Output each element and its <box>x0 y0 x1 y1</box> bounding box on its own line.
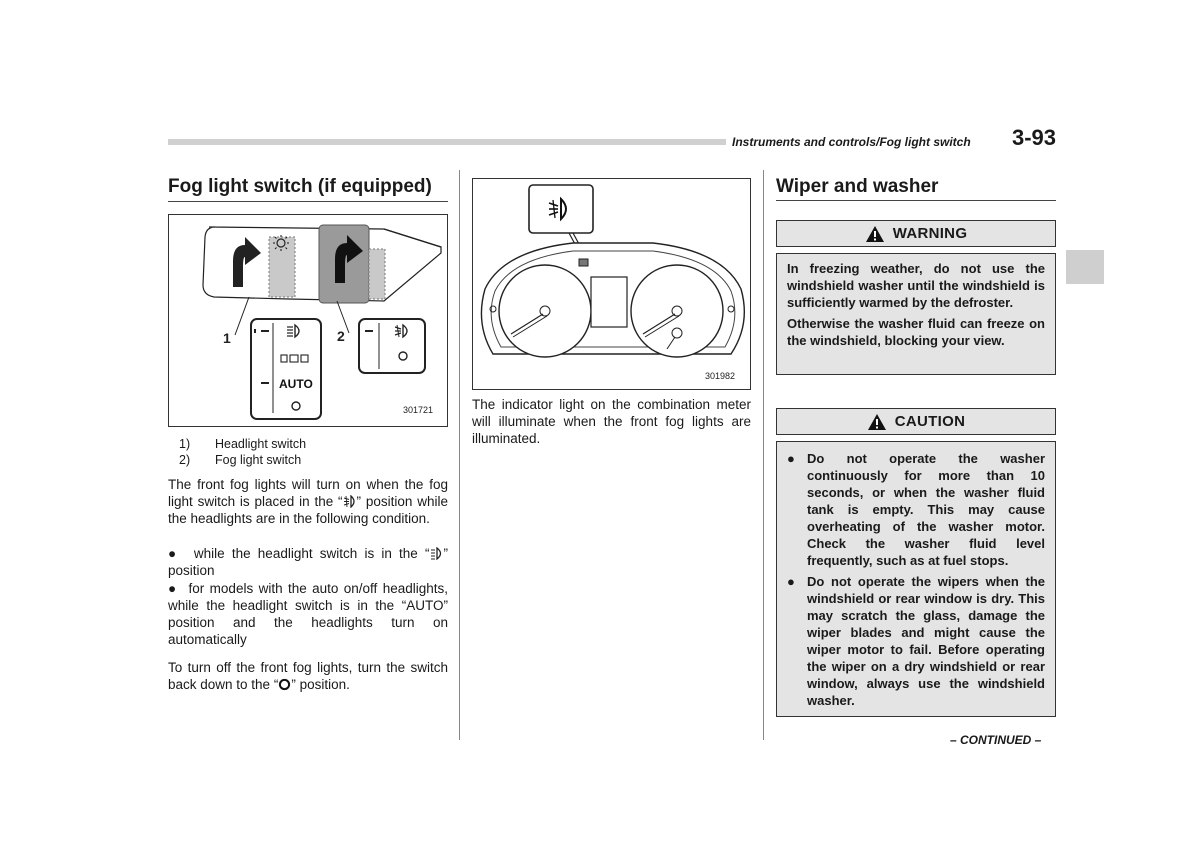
warning-body <box>776 253 1056 375</box>
caution-title: CAUTION <box>894 413 966 430</box>
column-divider-1 <box>459 170 460 740</box>
section-title: Instruments and controls/Fog light switch <box>732 135 971 149</box>
warning-triangle-icon <box>865 225 885 243</box>
callout-1: 1 <box>223 330 231 346</box>
chapter-tab <box>1066 250 1104 284</box>
callout-2: 2 <box>337 328 345 344</box>
bullet-1: ● while the headlight switch is in the “ ” position <box>168 546 448 578</box>
off-circle-icon <box>278 678 291 691</box>
continued-label: – CONTINUED – <box>950 733 1042 747</box>
bullet-2: ● for models with the auto on/off headlights, while the headlight switch is in the “AUTO” position and the headlights turn on automatically <box>168 581 448 647</box>
caution-item: ● Do not operate the wipers when the windshield or rear window is dry. This may scratch the glass, damage the wiper blades and might cause the wiper motor to fail. Before operating the wiper on a dry windshield or rear window, always use the windshield washer. <box>787 574 1045 708</box>
column-divider-2 <box>763 170 764 740</box>
warning-header <box>776 220 1056 247</box>
page-number: 3-93 <box>1012 125 1057 150</box>
stalk-figure <box>168 214 448 427</box>
meter-illustration <box>473 179 750 389</box>
figure-code: 301982 <box>705 371 736 381</box>
header-bar <box>168 139 726 145</box>
fog-light-icon <box>343 495 357 508</box>
fog-light-heading: Fog light switch (if equipped) <box>168 176 432 197</box>
caption-2: 2) Fog light switch <box>179 453 302 467</box>
warning-text-2: Otherwise the washer fluid can freeze on the windshield, blocking your view. <box>787 316 1045 348</box>
wiper-heading: Wiper and washer <box>776 176 939 197</box>
figure-captions <box>168 436 448 468</box>
heading-underline <box>168 201 448 202</box>
warning-box <box>776 220 1056 375</box>
stalk-illustration <box>169 215 447 426</box>
auto-label: AUTO <box>279 377 313 391</box>
warning-triangle-icon <box>867 413 887 431</box>
caution-item: ● Do not operate the washer continuously for more than 10 seconds, or when the washer fluid tank is empty. This may cause overheating of the washer motor. Check the washer fluid level frequently, such as at fuel stops. <box>787 451 1045 568</box>
warning-text-1: In freezing weather, do not use the windshield washer until the windshield is sufficiently warmed by the defroster. <box>787 261 1045 310</box>
fog-para-1: The front fog lights will turn on when the fog light switch is placed in the “ ” position while the headlights are in the following condition. <box>168 477 448 526</box>
caution-body <box>776 441 1056 717</box>
warning-title: WARNING <box>892 225 968 242</box>
caption-1: 1) Headlight switch <box>179 437 307 451</box>
fog-para-2: To turn off the front fog lights, turn the switch back down to the “ ” position. <box>168 660 448 692</box>
caution-box <box>776 408 1056 717</box>
caution-header <box>776 408 1056 435</box>
headlight-icon <box>430 547 444 560</box>
heading-underline <box>776 200 1056 201</box>
meter-figure <box>472 178 751 390</box>
meter-paragraph: The indicator light on the combination meter will illuminate when the front fog lights are illuminated. <box>472 397 751 446</box>
figure-code: 301721 <box>403 405 434 415</box>
